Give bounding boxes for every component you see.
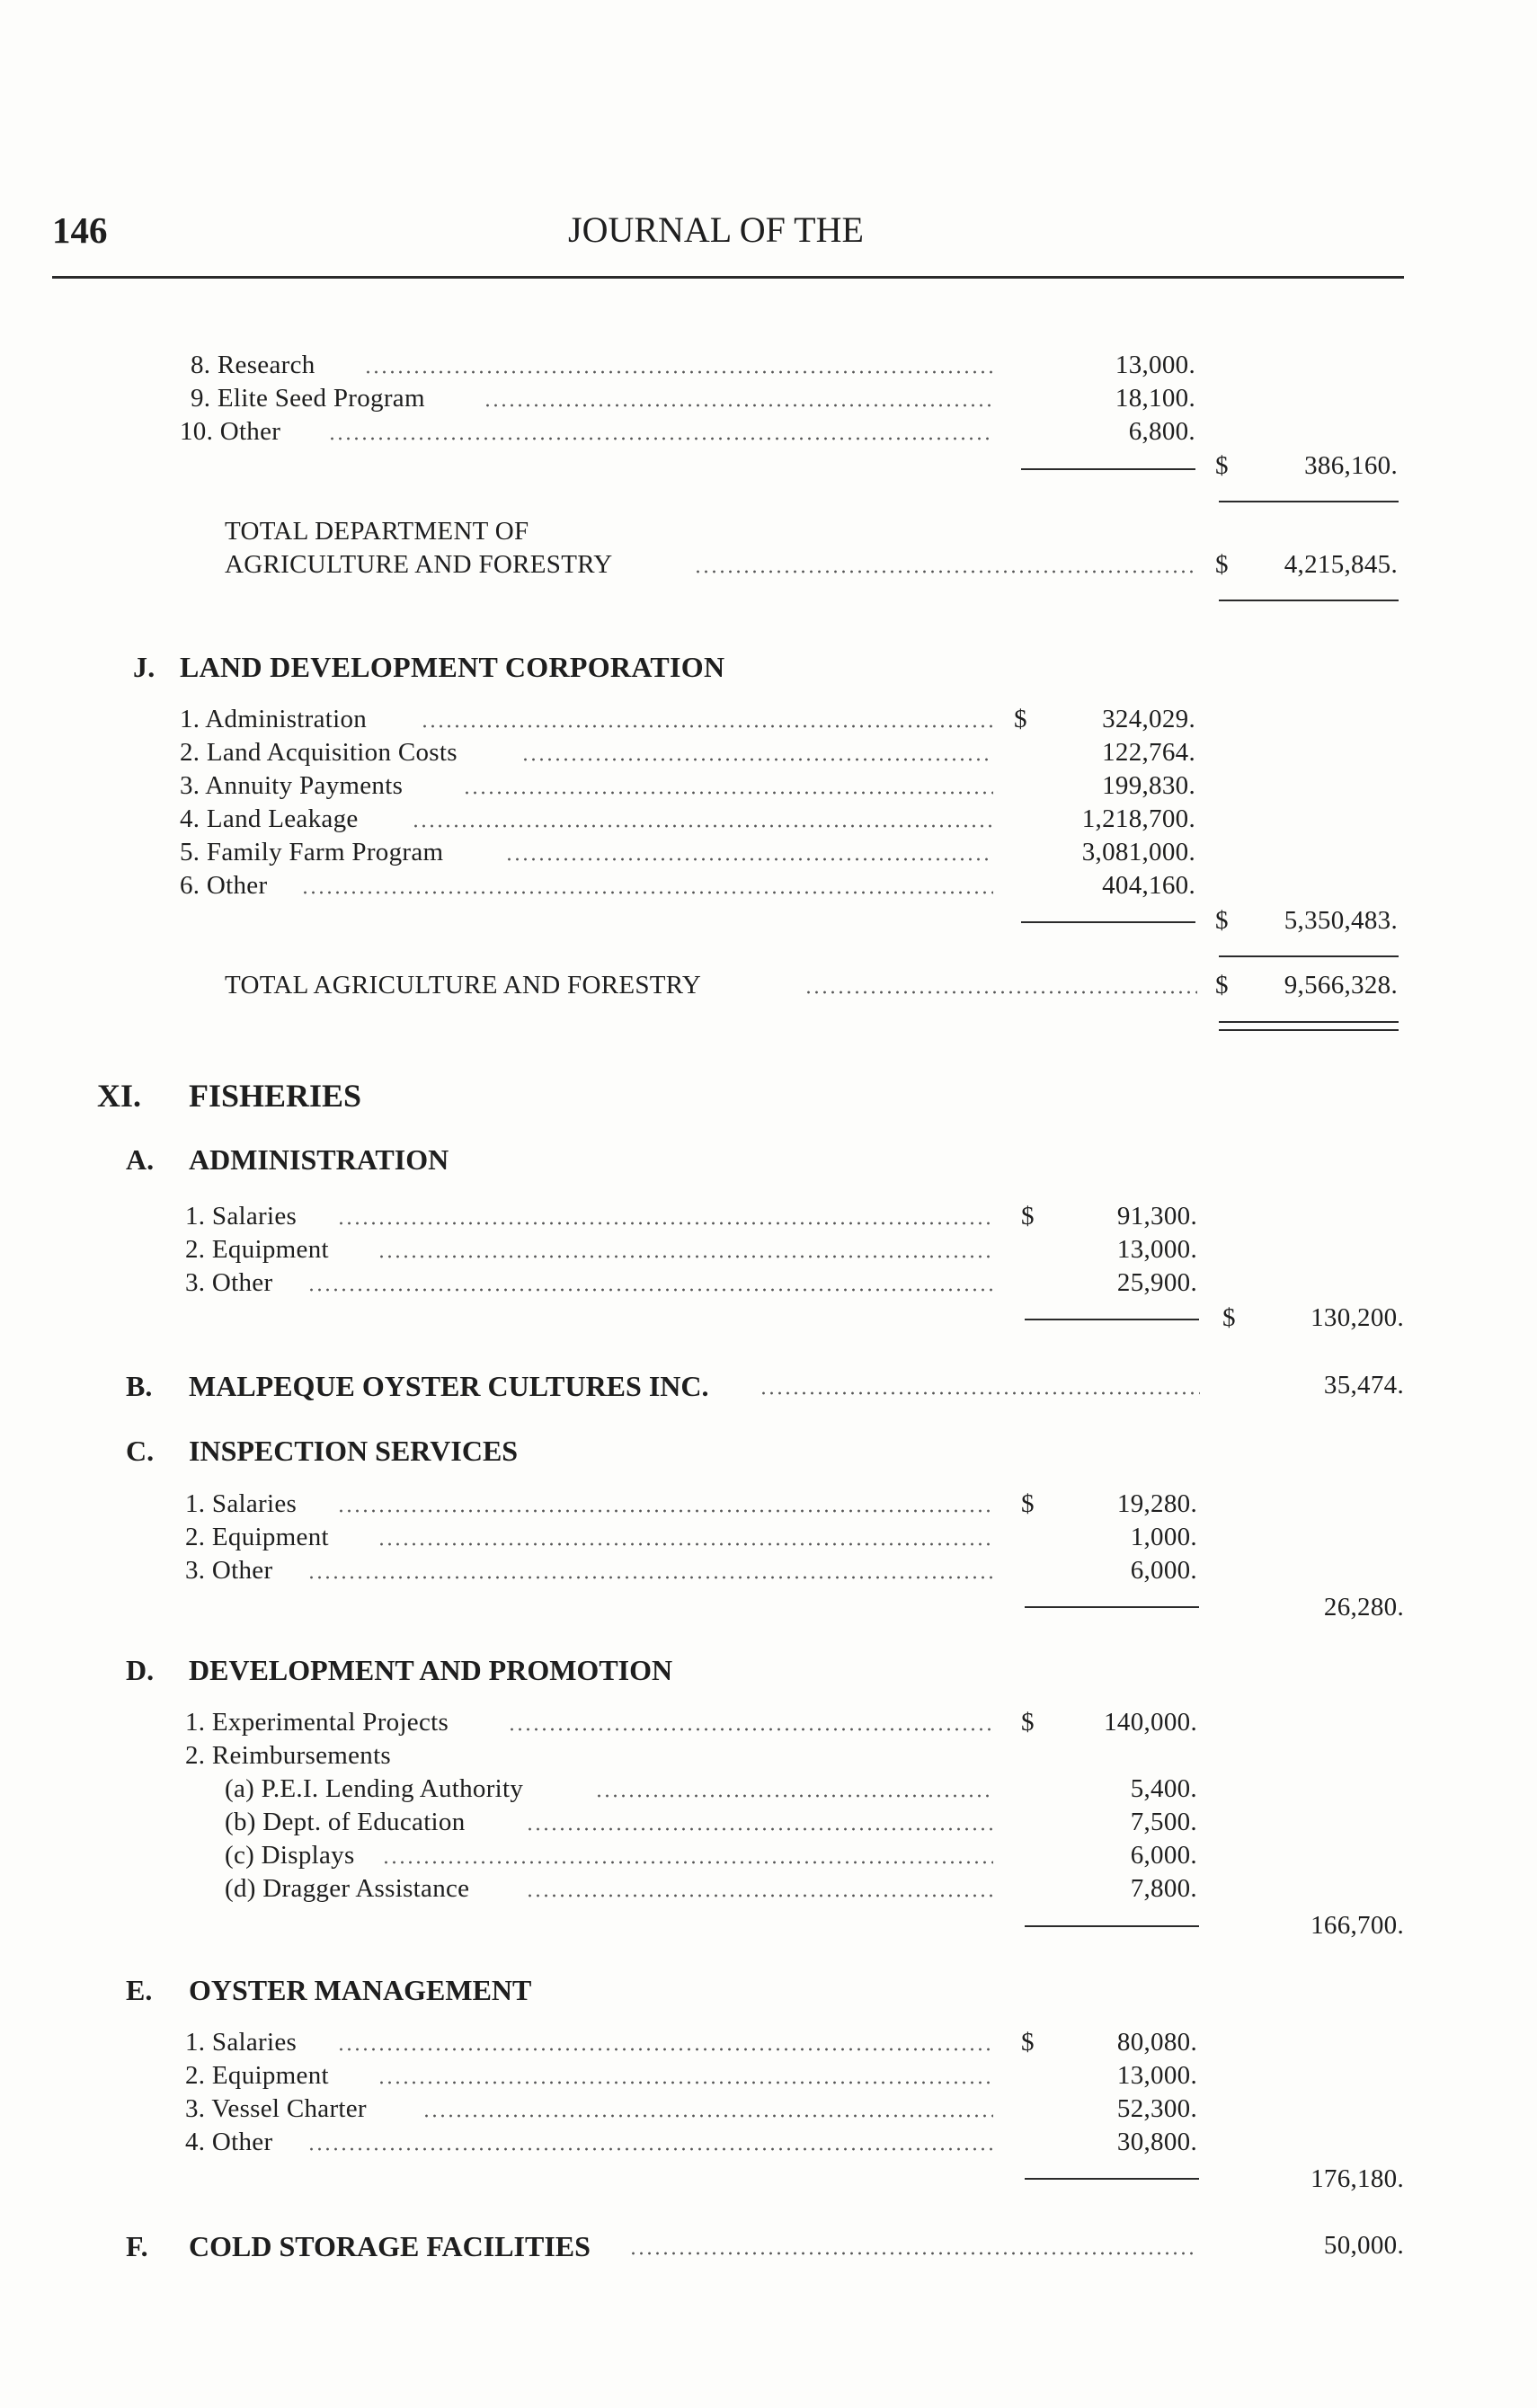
subtotal-rule (1025, 1606, 1199, 1608)
dot-leader (337, 2048, 993, 2051)
total-label: AGRICULTURE AND FORESTRY (225, 550, 613, 579)
line-item-amount: 13,000. (1116, 1235, 1197, 1264)
line-item-label: 3. Other (185, 1268, 273, 1297)
line-item-amount: 7,800. (1130, 1874, 1197, 1903)
dot-leader (595, 1794, 993, 1798)
subtotal-amount: 26,280. (1323, 1593, 1404, 1622)
total-amount: 4,215,845. (1284, 550, 1398, 579)
dot-leader (694, 570, 1197, 573)
line-item-amount: 122,764. (1102, 738, 1195, 767)
currency-sign: $ (1215, 550, 1229, 579)
line-item-amount: 19,280. (1116, 1489, 1197, 1518)
subtotal-amount: 5,350,483. (1284, 906, 1398, 935)
currency-sign: $ (1222, 1303, 1236, 1332)
line-item-label: 5. Family Farm Program (180, 838, 444, 866)
section-title: INSPECTION SERVICES (189, 1435, 519, 1467)
dot-leader (307, 2147, 993, 2151)
dot-leader (421, 724, 993, 728)
line-item-label: 8. Research (191, 351, 315, 379)
line-item-label: (b) Dept. of Education (225, 1808, 466, 1836)
total-label: TOTAL DEPARTMENT OF (225, 517, 529, 546)
subtotal-rule (1025, 2178, 1199, 2180)
section-letter: D. (126, 1654, 155, 1686)
line-item-label: 1. Salaries (185, 1202, 298, 1231)
dot-leader (378, 1542, 993, 1546)
dot-leader (422, 2114, 993, 2118)
running-head: JOURNAL OF THE (568, 209, 864, 250)
line-item-label: (c) Displays (225, 1841, 355, 1870)
section-letter: B. (126, 1370, 153, 1402)
line-item-label: 2. Equipment (185, 1523, 329, 1551)
dot-leader (760, 1391, 1200, 1395)
currency-sign: $ (1215, 971, 1229, 1000)
line-item-amount: 13,000. (1116, 2061, 1197, 2090)
dot-leader (521, 758, 993, 761)
dot-leader (629, 2252, 1197, 2255)
currency-sign: $ (1215, 451, 1229, 480)
double-rule-bottom (1219, 1029, 1399, 1031)
line-item-amount: 91,300. (1116, 1202, 1197, 1231)
dot-leader (307, 1288, 993, 1292)
section-title: MALPEQUE OYSTER CULTURES INC. (189, 1370, 709, 1402)
section-letter: J. (133, 651, 155, 683)
line-item-label: (d) Dragger Assistance (225, 1874, 470, 1903)
line-item-amount: 7,500. (1130, 1808, 1197, 1836)
dot-leader (804, 991, 1197, 994)
line-item-label: 1. Experimental Projects (185, 1708, 449, 1737)
line-item-label: 1. Administration (180, 705, 368, 733)
line-item-amount: 13,000. (1115, 351, 1195, 379)
subtotal-amount: 130,200. (1310, 1303, 1404, 1332)
subtotal-rule (1025, 1925, 1199, 1927)
section-letter: C. (126, 1435, 155, 1467)
currency-sign: $ (1021, 1708, 1035, 1737)
section-title: COLD STORAGE FACILITIES (189, 2230, 591, 2262)
section-letter: F. (126, 2230, 148, 2262)
line-item-amount: 80,080. (1116, 2028, 1197, 2057)
dot-leader (508, 1728, 993, 1731)
line-item-label: 2. Equipment (185, 2061, 329, 2090)
section-letter: A. (126, 1143, 155, 1176)
line-item-label: 2. Equipment (185, 1235, 329, 1264)
dot-leader (412, 824, 993, 828)
line-item-label: 1. Salaries (185, 1489, 298, 1518)
dot-leader (463, 791, 993, 795)
part-number: XI. (97, 1078, 142, 1114)
line-item-amount: 25,900. (1116, 1268, 1197, 1297)
line-item-amount: 140,000. (1104, 1708, 1197, 1737)
dot-leader (307, 1576, 993, 1579)
line-item-label: 1. Salaries (185, 2028, 298, 2057)
line-item-label: 2. Reimbursements (185, 1741, 392, 1770)
line-item-amount: 1,218,700. (1081, 804, 1195, 833)
subtotal-amount: 166,700. (1310, 1911, 1404, 1940)
line-item-amount: 6,800. (1128, 417, 1195, 446)
grand-total-amount: 9,566,328. (1284, 971, 1398, 1000)
line-item-label: 9. Elite Seed Program (191, 384, 425, 413)
section-title: OYSTER MANAGEMENT (189, 1974, 532, 2006)
dot-leader (301, 891, 993, 894)
section-title: LAND DEVELOPMENT CORPORATION (180, 651, 725, 683)
line-item-amount: 6,000. (1130, 1841, 1197, 1870)
section-title: DEVELOPMENT AND PROMOTION (189, 1654, 673, 1686)
double-rule-top (1219, 1021, 1399, 1023)
line-item-amount: 1,000. (1130, 1523, 1197, 1551)
subtotal-amount: 176,180. (1310, 2164, 1404, 2193)
line-item-label: 3. Other (185, 1556, 273, 1585)
line-item-amount: 6,000. (1130, 1556, 1197, 1585)
grand-total-label: TOTAL AGRICULTURE AND FORESTRY (225, 971, 702, 1000)
line-item-label: (a) P.E.I. Lending Authority (225, 1774, 524, 1803)
subtotal-rule (1021, 468, 1195, 470)
line-item-label: 3. Annuity Payments (180, 771, 404, 800)
line-item-label: 4. Land Leakage (180, 804, 359, 833)
header-rule (52, 276, 1404, 279)
dot-leader (364, 370, 993, 374)
line-item-label: 4. Other (185, 2128, 273, 2156)
subtotal-amount: 386,160. (1304, 451, 1398, 480)
page-number: 146 (52, 209, 108, 251)
line-item-amount: 30,800. (1116, 2128, 1197, 2156)
total-rule (1219, 600, 1399, 601)
section-amount: 50,000. (1323, 2231, 1404, 2260)
currency-sign: $ (1014, 705, 1027, 733)
total-rule (1219, 955, 1399, 957)
dot-leader (505, 857, 993, 861)
dot-leader (484, 404, 993, 407)
section-letter: E. (126, 1974, 153, 2006)
currency-sign: $ (1215, 906, 1229, 935)
line-item-amount: 52,300. (1116, 2094, 1197, 2123)
dot-leader (526, 1827, 993, 1831)
subtotal-rule (1025, 1319, 1199, 1320)
dot-leader (526, 1894, 993, 1897)
line-item-label: 10. Other (180, 417, 281, 446)
line-item-amount: 18,100. (1115, 384, 1195, 413)
dot-leader (337, 1509, 993, 1513)
line-item-amount: 404,160. (1102, 871, 1195, 900)
section-amount: 35,474. (1323, 1371, 1404, 1399)
currency-sign: $ (1021, 2028, 1035, 2057)
part-title: FISHERIES (189, 1078, 362, 1114)
dot-leader (378, 2081, 993, 2084)
currency-sign: $ (1021, 1489, 1035, 1518)
dot-leader (382, 1861, 993, 1864)
line-item-amount: 324,029. (1102, 705, 1195, 733)
currency-sign: $ (1021, 1202, 1035, 1231)
subtotal-rule (1021, 921, 1195, 923)
dot-leader (378, 1255, 993, 1258)
line-item-label: 2. Land Acquisition Costs (180, 738, 458, 767)
total-rule (1219, 501, 1399, 502)
line-item-amount: 5,400. (1130, 1774, 1197, 1803)
line-item-amount: 3,081,000. (1081, 838, 1195, 866)
section-title: ADMINISTRATION (189, 1143, 449, 1176)
line-item-label: 6. Other (180, 871, 268, 900)
line-item-label: 3. Vessel Charter (185, 2094, 367, 2123)
line-item-amount: 199,830. (1102, 771, 1195, 800)
dot-leader (337, 1222, 993, 1225)
dot-leader (328, 437, 993, 440)
